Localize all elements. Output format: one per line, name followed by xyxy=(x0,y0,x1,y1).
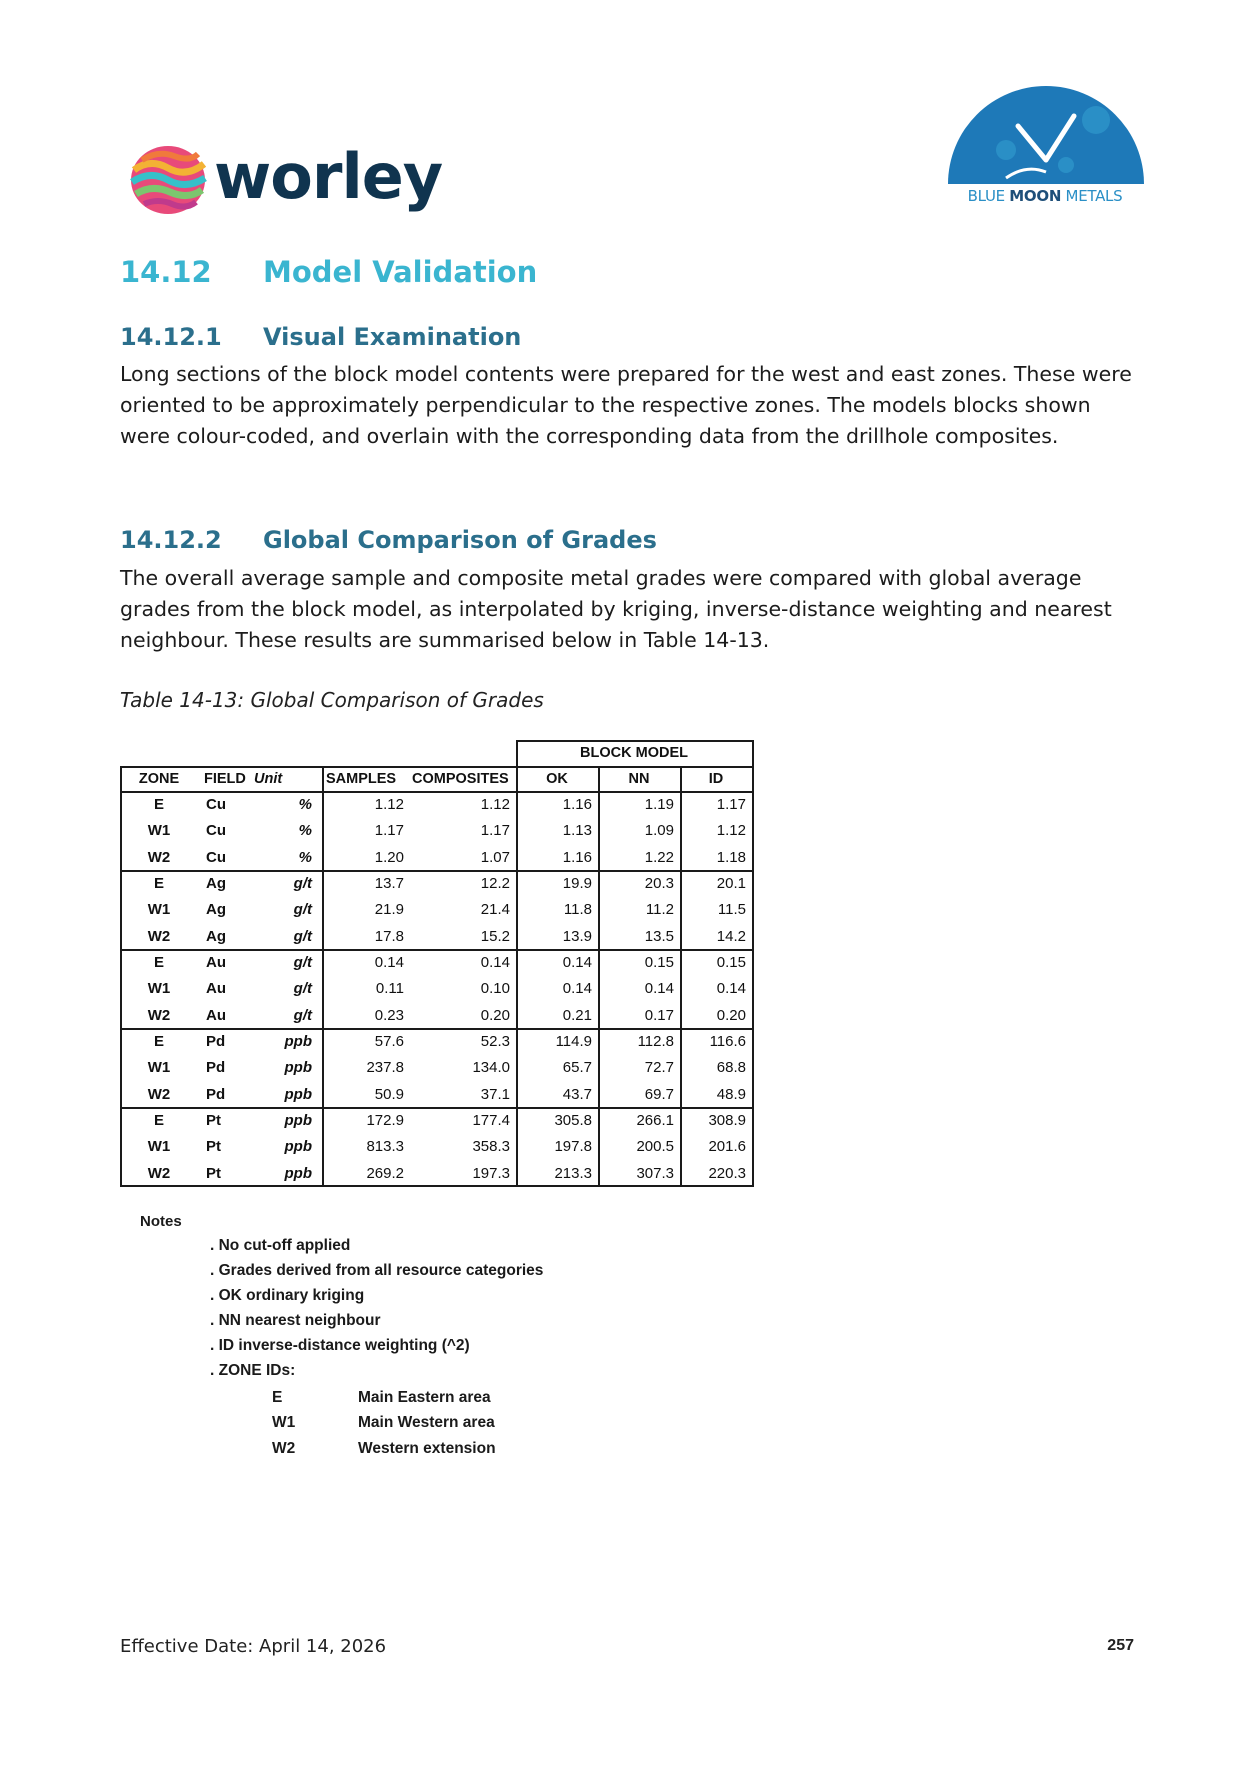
cell-nn: 0.15 xyxy=(644,954,674,971)
cell-id: 1.12 xyxy=(716,822,746,840)
cell-zone: W2 xyxy=(147,1006,171,1024)
cell-samples: 0.14 xyxy=(374,954,404,971)
subsection-heading-global-comparison xyxy=(120,526,657,554)
notes-label: Notes xyxy=(140,1213,182,1230)
cell-samples: 57.6 xyxy=(374,1033,404,1050)
cell-nn: 1.22 xyxy=(644,848,674,866)
cell-samples: 172.9 xyxy=(366,1112,404,1129)
cell-unit: g/t xyxy=(293,927,312,945)
cell-composites: 197.3 xyxy=(472,1164,510,1182)
cell-nn: 72.7 xyxy=(644,1059,674,1077)
cell-field: Cu xyxy=(206,796,226,813)
cell-id: 308.9 xyxy=(708,1112,746,1129)
cell-field: Ag xyxy=(206,901,226,919)
cell-samples: 50.9 xyxy=(374,1085,404,1103)
cell-nn: 266.1 xyxy=(636,1112,674,1129)
cell-ok: 19.9 xyxy=(562,875,592,892)
cell-unit: g/t xyxy=(293,954,312,971)
note-item: . Grades derived from all resource categories xyxy=(210,1262,544,1279)
section-title: Model Validation xyxy=(263,255,538,289)
cell-zone: E xyxy=(153,875,164,892)
zone-code: W2 xyxy=(272,1440,296,1457)
cell-id: 220.3 xyxy=(708,1164,746,1182)
block-model-header: BLOCK MODEL xyxy=(580,745,688,761)
cell-composites: 358.3 xyxy=(472,1138,510,1156)
cell-samples: 269.2 xyxy=(366,1164,404,1182)
cell-zone: W1 xyxy=(147,1138,171,1156)
cell-zone: W1 xyxy=(147,822,171,840)
zone-code: W1 xyxy=(272,1414,296,1431)
table-border-right xyxy=(752,766,754,1187)
cell-samples: 813.3 xyxy=(366,1138,404,1156)
subsection-title: Visual Examination xyxy=(263,323,522,351)
cell-id: 20.1 xyxy=(716,875,746,892)
visual-examination-paragraph: Long sections of the block model contents were prepared for the west and east zones. These were oriented to be approximately perpendicular to the respective zones. The models blocks shown were colour-coded, and overlain with the corresponding data from the drillhole composites. xyxy=(120,362,1132,448)
cell-samples: 1.17 xyxy=(374,822,404,840)
cell-zone: E xyxy=(153,1112,164,1129)
cell-zone: W2 xyxy=(147,927,171,945)
cell-ok: 11.8 xyxy=(563,901,592,919)
cell-unit: % xyxy=(298,822,312,840)
cell-id: 68.8 xyxy=(716,1059,746,1077)
cell-field: Cu xyxy=(206,822,226,840)
cell-field: Ag xyxy=(206,875,226,892)
cell-unit: g/t xyxy=(293,980,312,998)
cell-samples: 21.9 xyxy=(374,901,404,919)
cell-unit: % xyxy=(298,848,312,866)
cell-id: 48.9 xyxy=(716,1085,746,1103)
id-header: ID xyxy=(708,771,724,787)
cell-unit: ppb xyxy=(284,1164,312,1182)
note-item: . ZONE IDs: xyxy=(210,1362,296,1379)
cell-nn: 13.5 xyxy=(644,927,674,945)
note-item: . ID inverse-distance weighting (^2) xyxy=(210,1337,470,1354)
cell-field: Pt xyxy=(206,1138,221,1156)
ok-header: OK xyxy=(546,771,568,787)
worley-wordmark: worley xyxy=(214,140,443,213)
cell-unit: ppb xyxy=(284,1085,312,1103)
cell-composites: 0.20 xyxy=(480,1006,510,1024)
block-model-border-right xyxy=(752,740,754,766)
cell-field: Cu xyxy=(206,848,226,866)
cell-nn: 0.17 xyxy=(644,1006,674,1024)
cell-ok: 65.7 xyxy=(562,1059,592,1077)
cell-composites: 15.2 xyxy=(480,927,510,945)
nn-header: NN xyxy=(628,771,650,787)
worley-mark-icon xyxy=(128,140,208,220)
cell-composites: 1.12 xyxy=(480,796,510,813)
cell-id: 116.6 xyxy=(709,1033,746,1050)
cell-samples: 17.8 xyxy=(374,927,404,945)
cell-id: 0.20 xyxy=(716,1006,746,1024)
subsection-number: 14.12.2 xyxy=(120,526,222,554)
cell-zone: W2 xyxy=(147,848,171,866)
cell-samples: 0.11 xyxy=(375,980,404,998)
global-comparison-paragraph: The overall average sample and composite metal grades were compared with global average grades from the block model, as interpolated by kriging, inverse-distance weighting and nearest neighbour. These results are summarised below in Table 14-13. xyxy=(120,566,1112,652)
cell-nn: 307.3 xyxy=(636,1164,674,1182)
cell-field: Ag xyxy=(206,927,226,945)
cell-ok: 0.14 xyxy=(562,980,592,998)
cell-composites: 0.10 xyxy=(480,980,510,998)
footer-effective-date: Effective Date: April 14, 2026 xyxy=(120,1636,387,1657)
cell-id: 1.18 xyxy=(716,848,746,866)
cell-field: Pd xyxy=(206,1059,226,1077)
cell-zone: E xyxy=(153,954,164,971)
zone-description: Main Eastern area xyxy=(358,1389,491,1406)
zone-description: Main Western area xyxy=(358,1414,495,1431)
blue-moon-metals-wordmark: BLUE MOON METALS xyxy=(967,187,1123,205)
cell-id: 1.17 xyxy=(716,796,746,813)
cell-samples: 0.23 xyxy=(374,1006,404,1024)
cell-id: 14.2 xyxy=(716,927,746,945)
cell-unit: g/t xyxy=(293,875,312,892)
cell-composites: 12.2 xyxy=(480,875,510,892)
global-comparison-table xyxy=(120,740,834,1187)
cell-ok: 213.3 xyxy=(554,1164,592,1182)
cell-composites: 134.0 xyxy=(472,1059,510,1077)
cell-field: Au xyxy=(206,980,226,998)
section-heading xyxy=(120,255,537,289)
cell-id: 11.5 xyxy=(717,901,746,919)
cell-field: Pt xyxy=(206,1112,221,1129)
cell-id: 201.6 xyxy=(708,1138,746,1156)
table-border-top xyxy=(120,766,752,768)
cell-nn: 112.8 xyxy=(637,1033,674,1050)
cell-composites: 177.4 xyxy=(472,1112,510,1129)
zone-header: ZONE xyxy=(138,771,180,787)
subsection-title: Global Comparison of Grades xyxy=(263,526,657,554)
cell-unit: % xyxy=(298,796,312,813)
composites-header: COMPOSITES xyxy=(412,771,509,787)
cell-unit: g/t xyxy=(293,1006,312,1024)
cell-zone: W1 xyxy=(147,901,171,919)
cell-id: 0.15 xyxy=(716,954,746,971)
cell-unit: g/t xyxy=(293,901,312,919)
cell-field: Pd xyxy=(206,1033,226,1050)
note-item: . OK ordinary kriging xyxy=(210,1287,365,1304)
cell-field: Pt xyxy=(206,1164,221,1182)
moon-dome-icon xyxy=(946,80,1146,190)
samples-header: SAMPLES xyxy=(326,771,397,787)
cell-field: Pd xyxy=(206,1085,226,1103)
cell-unit: ppb xyxy=(284,1059,312,1077)
cell-nn: 1.09 xyxy=(644,822,674,840)
section-number: 14.12 xyxy=(120,255,212,289)
zone-description: Western extension xyxy=(358,1440,496,1457)
cell-samples: 13.7 xyxy=(374,875,404,892)
cell-unit: ppb xyxy=(284,1138,312,1156)
cell-ok: 0.21 xyxy=(562,1006,592,1024)
note-item: . No cut-off applied xyxy=(210,1237,351,1254)
cell-ok: 197.8 xyxy=(554,1138,592,1156)
cell-ok: 0.14 xyxy=(562,954,592,971)
cell-composites: 1.17 xyxy=(480,822,510,840)
note-item: . NN nearest neighbour xyxy=(210,1312,381,1329)
cell-ok: 1.16 xyxy=(562,848,592,866)
table-caption: Table 14-13: Global Comparison of Grades xyxy=(120,688,544,712)
cell-nn: 20.3 xyxy=(644,875,674,892)
cell-composites: 0.14 xyxy=(480,954,510,971)
cell-zone: W2 xyxy=(147,1164,171,1182)
unit-header: Unit xyxy=(254,771,283,787)
cell-zone: W2 xyxy=(147,1085,171,1103)
cell-field: Au xyxy=(206,1006,226,1024)
cell-zone: W1 xyxy=(147,980,171,998)
cell-ok: 1.16 xyxy=(562,796,592,813)
cell-samples: 237.8 xyxy=(366,1059,404,1077)
cell-samples: 1.12 xyxy=(374,796,404,813)
cell-nn: 69.7 xyxy=(644,1085,674,1103)
cell-zone: W1 xyxy=(147,1059,171,1077)
subsection-number: 14.12.1 xyxy=(120,323,222,351)
cell-composites: 37.1 xyxy=(480,1085,510,1103)
cell-samples: 1.20 xyxy=(374,848,404,866)
cell-unit: ppb xyxy=(284,1112,312,1129)
worley-logo xyxy=(128,140,468,220)
cell-ok: 13.9 xyxy=(562,927,592,945)
zone-code: E xyxy=(272,1389,283,1406)
cell-composites: 1.07 xyxy=(480,848,510,866)
cell-composites: 21.4 xyxy=(480,901,510,919)
cell-ok: 1.13 xyxy=(562,822,592,840)
cell-nn: 0.14 xyxy=(644,980,674,998)
field-header: FIELD xyxy=(204,771,246,787)
cell-id: 0.14 xyxy=(716,980,746,998)
cell-unit: ppb xyxy=(284,1033,312,1050)
cell-ok: 305.8 xyxy=(554,1112,592,1129)
cell-zone: E xyxy=(153,796,164,813)
cell-ok: 114.9 xyxy=(555,1033,592,1050)
blue-moon-metals-logo xyxy=(938,80,1148,210)
cell-ok: 43.7 xyxy=(562,1085,592,1103)
cell-field: Au xyxy=(206,954,226,971)
cell-nn: 11.2 xyxy=(645,901,674,919)
cell-nn: 200.5 xyxy=(636,1138,674,1156)
cell-composites: 52.3 xyxy=(480,1033,510,1050)
footer-page-number: 257 xyxy=(1107,1637,1134,1654)
cell-zone: E xyxy=(153,1033,164,1050)
subsection-heading-visual-examination xyxy=(120,323,521,351)
cell-nn: 1.19 xyxy=(644,796,674,813)
